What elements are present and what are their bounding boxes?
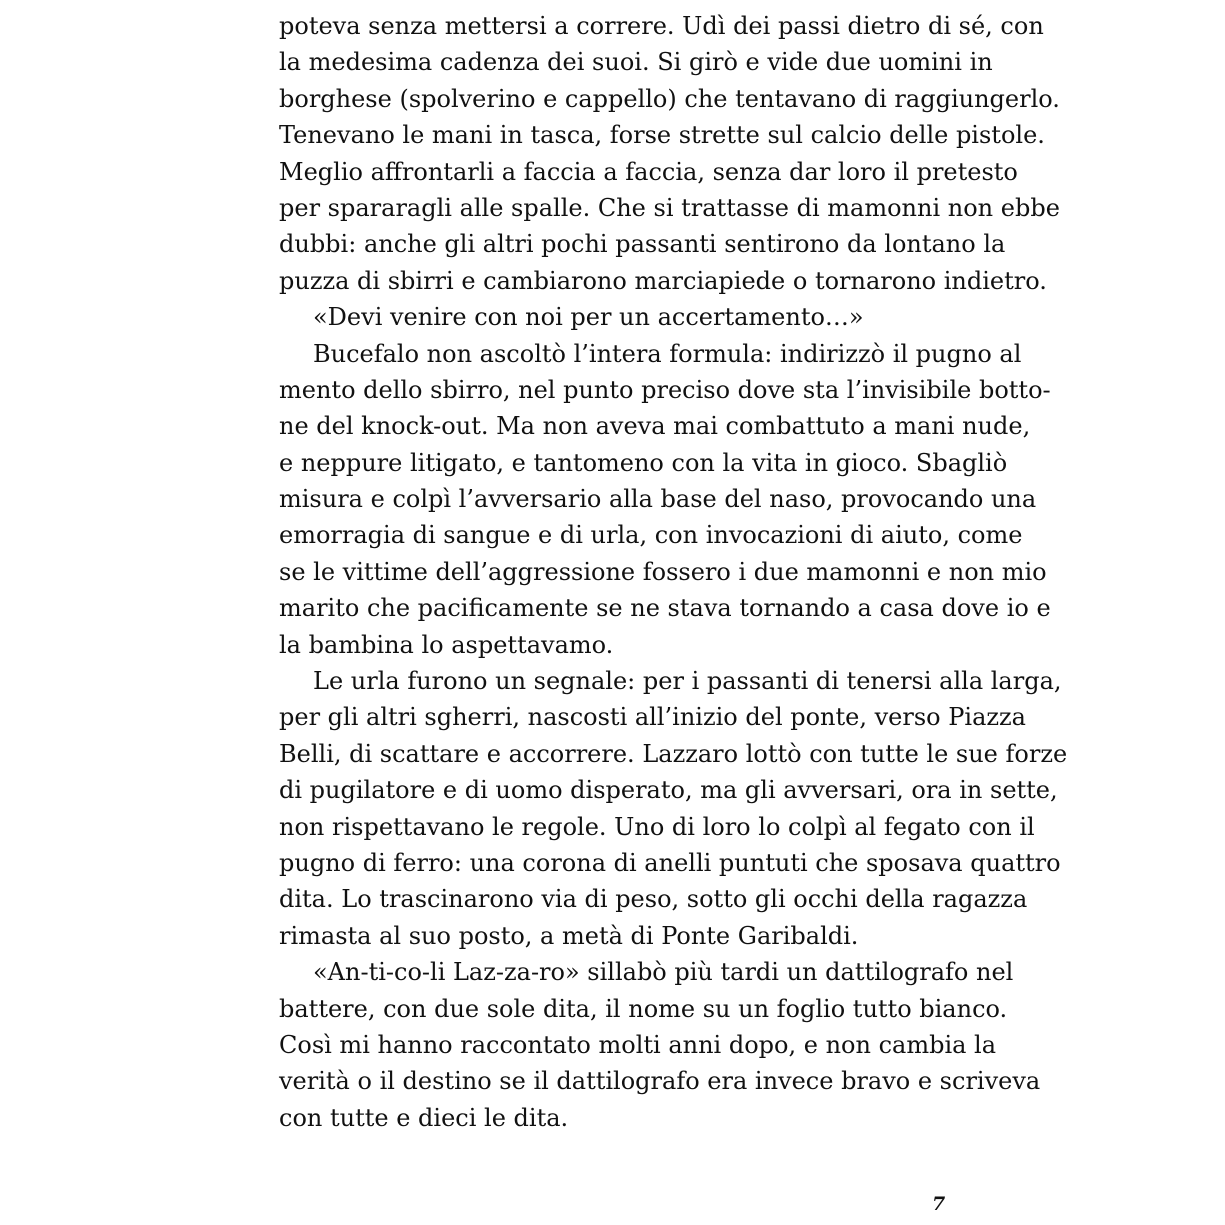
text-line: pugno di ferro: una corona di anelli puntuti che sposava quattro [279, 848, 1061, 877]
text-line: Belli, di scattare e accorrere. Lazzaro lottò con tutte le sue forze [279, 739, 1068, 768]
text-line: la medesima cadenza dei suoi. Si girò e vide due uomini in [279, 48, 993, 77]
text-line: e neppure litigato, e tantomeno con la vita in gioco. Sbagliò [279, 448, 1008, 477]
text-line: dita. Lo trascinarono via di peso, sotto gli occhi della ragazza [279, 885, 1028, 914]
paragraph [279, 336, 1051, 664]
text-line: «An-ti-co-li Laz-za-ro» sillabò più tardi un dattilografo nel [313, 958, 1014, 987]
text-line: Così mi hanno raccontato molti anni dopo, e non cambia la [279, 1030, 997, 1059]
text-line: battere, con due sole dita, il nome su un foglio tutto bianco. [279, 994, 1008, 1023]
text-line: poteva senza mettersi a correre. Udì dei passi dietro di sé, con [279, 12, 1044, 40]
text-line: Bucefalo non ascoltò l’intera formula: indirizzò il pugno al [313, 339, 1022, 368]
text-line: «Devi venire con noi per un accertamento…» [313, 303, 864, 332]
text-line: puzza di sbirri e cambiarono marciapiede o tornarono indietro. [279, 266, 1047, 295]
text-line: se le vittime dell’aggressione fossero i due mamonni e non mio [279, 557, 1047, 586]
text-line: rimasta al suo posto, a metà di Ponte Garibaldi. [279, 921, 859, 950]
text-line: per spararagli alle spalle. Che si trattasse di mamonni non ebbe [279, 193, 1060, 222]
text-line: Le urla furono un segnale: per i passanti di tenersi alla larga, [313, 667, 1062, 696]
paragraph [279, 954, 1041, 1136]
text-line: borghese (spolverino e cappello) che tentavano di raggiungerlo. [279, 84, 1060, 113]
text-line: per gli altri sgherri, nascosti all’inizio del ponte, verso Piazza [279, 703, 1026, 732]
text-line: mento dello sbirro, nel punto preciso dove sta l’invisibile botto- [279, 375, 1051, 404]
text-line: ne del knock-out. Ma non aveva mai combattuto a mani nude, [279, 412, 1031, 441]
text-line: la bambina lo aspettavamo. [279, 630, 614, 659]
text-line: misura e colpì l’avversario alla base del naso, provocando una [279, 485, 1037, 514]
text-line: emorragia di sangue e di urla, con invocazioni di aiuto, come [279, 521, 1023, 550]
text-line: con tutte e dieci le dita. [279, 1103, 569, 1132]
book-page-text [279, 8, 1068, 1136]
paragraph [279, 663, 1068, 954]
paragraph [279, 299, 947, 335]
page-number: 7 [932, 1193, 946, 1215]
text-line: dubbi: anche gli altri pochi passanti sentirono da lontano la [279, 230, 1006, 259]
text-line: Tenevano le mani in tasca, forse strette sul calcio delle pistole. [279, 121, 1045, 150]
text-line: Meglio affrontarli a faccia a faccia, senza dar loro il pretesto [279, 157, 1018, 186]
text-line: non rispettavano le regole. Uno di loro lo colpì al fegato con il [279, 812, 1035, 841]
text-line: di pugilatore e di uomo disperato, ma gli avversari, ora in sette, [279, 776, 1058, 805]
text-line: marito che pacificamente se ne stava tornando a casa dove io e [279, 594, 1051, 623]
paragraph [279, 8, 1060, 299]
text-line: verità o il destino se il dattilografo era invece bravo e scriveva [279, 1067, 1041, 1096]
